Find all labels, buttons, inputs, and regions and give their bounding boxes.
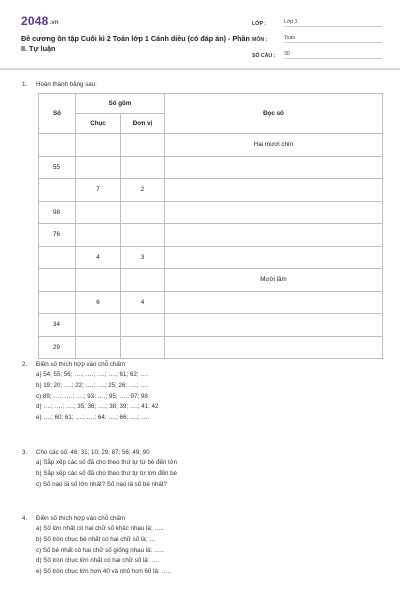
table-row <box>39 179 383 202</box>
meta-key: SỐ CÂU : <box>252 53 276 59</box>
list-item: a) Sắp xếp các số đã cho theo thứ tự từ bé đến lớn <box>36 459 178 466</box>
meta-value: Lớp 1 <box>284 19 382 27</box>
question-items <box>36 370 158 424</box>
header-doc-so: Đọc số <box>165 94 383 134</box>
meta-value: Toán <box>284 35 382 43</box>
cell-chuc[interactable] <box>76 269 121 292</box>
cell-chuc[interactable] <box>76 201 121 224</box>
cell-so[interactable]: 98 <box>39 201 76 224</box>
list-item: d) Số tròn chục lớn nhất có hai chữ số là: …. <box>36 557 160 565</box>
question-items <box>36 524 171 578</box>
cell-chuc[interactable] <box>76 336 121 359</box>
cell-don-vi[interactable] <box>121 201 165 224</box>
header-chuc: Chục <box>76 114 121 134</box>
question-prompt: Hoàn thành bảng sau: <box>36 81 97 88</box>
header-divider <box>0 68 400 70</box>
logo-suffix: .vn <box>49 20 59 26</box>
document-title: Đề cương ôn tập Cuối kì 2 Toán lớp 1 Cánh diều (có đáp án) - Phần II. Tự luận <box>21 34 250 53</box>
cell-so[interactable]: 76 <box>39 224 76 247</box>
table-row <box>39 134 383 157</box>
logo-text: 2048 <box>21 14 49 28</box>
cell-chuc[interactable]: 4 <box>76 246 121 269</box>
site-logo[interactable] <box>21 14 59 28</box>
cell-doc-so[interactable] <box>165 246 383 269</box>
question-number: 1. <box>22 81 28 88</box>
header-so-gom: Số gồm <box>76 94 165 114</box>
table-row <box>39 224 383 247</box>
list-item: d) ….; ….; ….; 35; 36; ….; 38; 39; ….; 41; 42 <box>36 403 159 411</box>
table-row <box>39 291 383 314</box>
list-item: c) Số bé nhất có hai chữ số giống nhau là: ….. <box>36 546 164 554</box>
cell-chuc[interactable] <box>76 134 121 157</box>
cell-chuc[interactable]: 6 <box>76 291 121 314</box>
table-row <box>39 336 383 359</box>
cell-don-vi[interactable] <box>121 314 165 337</box>
table-row <box>39 269 383 292</box>
meta-row-class <box>252 14 382 27</box>
cell-doc-so[interactable] <box>165 179 383 202</box>
answer-table <box>38 93 383 359</box>
meta-row-subject <box>252 30 382 43</box>
document-meta <box>252 14 382 62</box>
cell-chuc[interactable] <box>76 156 121 179</box>
question-4 <box>22 515 171 578</box>
list-item: b) Số tròn chục bé nhất có hai chữ số là: … <box>36 535 156 543</box>
cell-chuc[interactable] <box>76 224 121 247</box>
question-prompt: Điền số thích hợp vào chỗ chấm <box>36 515 126 522</box>
list-item: b) 19; 20; ….; 22; ….; ….; 25; 26; ….; …. <box>36 381 149 389</box>
cell-don-vi[interactable]: 3 <box>121 246 165 269</box>
header-don-vi: Đơn vị <box>121 114 165 134</box>
cell-doc-so[interactable] <box>165 336 383 359</box>
table-row <box>39 314 383 337</box>
question-number: 4. <box>22 515 28 522</box>
list-item: e) Số tròn chục lớn hơn 40 và nhỏ hơn 60 là: ….. <box>36 568 171 576</box>
list-item: a) 54; 55; 56; ….; ….; ….; ….; 61; 62; …. <box>36 371 149 378</box>
cell-so[interactable]: 29 <box>39 336 76 359</box>
meta-value: 30 <box>284 51 382 59</box>
cell-so[interactable] <box>39 246 76 269</box>
table-header-row <box>39 94 383 114</box>
question-items <box>36 458 177 490</box>
cell-so[interactable] <box>39 291 76 314</box>
list-item: c) 89; ….; ….; ….; 93; ….; 95; ….; 97; 98 <box>36 392 148 400</box>
question-number: 2. <box>22 361 28 368</box>
question-prompt: Điền số thích hợp vào chỗ chấm <box>36 361 126 368</box>
cell-don-vi[interactable] <box>121 336 165 359</box>
meta-key: MÔN : <box>252 37 268 43</box>
list-item: e) ….; 60; 61; ….; ….; 64; ….; 66; ….; …. <box>36 414 150 422</box>
cell-doc-so[interactable]: Mười lăm <box>165 269 383 292</box>
question-3 <box>22 449 177 490</box>
cell-don-vi[interactable] <box>121 156 165 179</box>
cell-doc-so[interactable] <box>165 224 383 247</box>
cell-so[interactable]: 34 <box>39 314 76 337</box>
question-2 <box>22 361 158 424</box>
cell-doc-so[interactable] <box>165 291 383 314</box>
table-row <box>39 246 383 269</box>
cell-don-vi[interactable]: 2 <box>121 179 165 202</box>
cell-doc-so[interactable] <box>165 201 383 224</box>
page-header <box>0 0 400 64</box>
cell-chuc[interactable]: 7 <box>76 179 121 202</box>
cell-don-vi[interactable] <box>121 269 165 292</box>
list-item: a) Số lớn nhất có hai chữ số khác nhau là: ….. <box>36 525 164 532</box>
question-number: 3. <box>22 449 28 456</box>
cell-so[interactable] <box>39 134 76 157</box>
list-item: c) Số nào là số lớn nhất? Số nào là số bé nhất? <box>36 480 167 488</box>
cell-don-vi[interactable] <box>121 134 165 157</box>
table-row <box>39 156 383 179</box>
cell-don-vi[interactable] <box>121 224 165 247</box>
cell-so[interactable]: 55 <box>39 156 76 179</box>
meta-row-count <box>252 46 382 59</box>
cell-doc-so[interactable]: Hai mươi chín <box>165 134 383 157</box>
question-prompt: Cho các số: 46; 31; 10; 29; 87; 56; 49; 90 <box>36 449 150 456</box>
question-1 <box>22 81 97 88</box>
meta-key: LỚP : <box>252 21 267 27</box>
cell-doc-so[interactable] <box>165 156 383 179</box>
cell-doc-so[interactable] <box>165 314 383 337</box>
header-so: Số <box>39 94 76 134</box>
cell-don-vi[interactable]: 4 <box>121 291 165 314</box>
cell-so[interactable] <box>39 269 76 292</box>
list-item: b) Sắp xếp các số đã cho theo thứ tự từ lớn đến bé <box>36 469 178 477</box>
cell-so[interactable] <box>39 179 76 202</box>
cell-chuc[interactable] <box>76 314 121 337</box>
table-row <box>39 201 383 224</box>
